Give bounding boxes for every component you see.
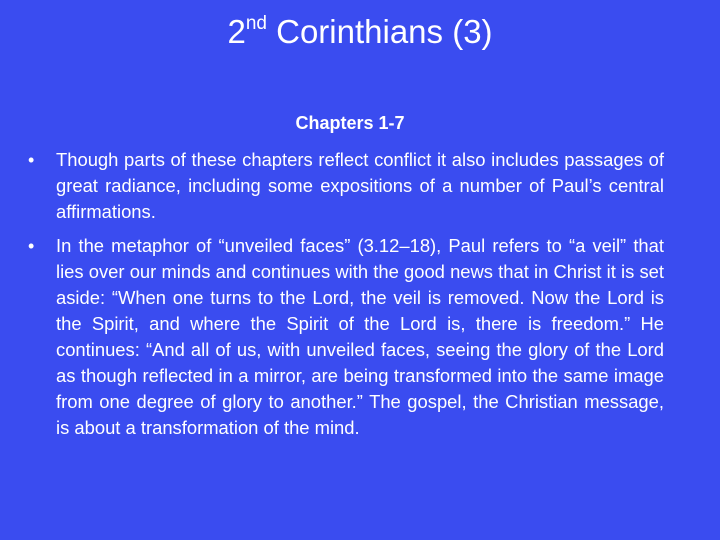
bullet-list	[28, 147, 664, 449]
bullet-dot-icon: •	[28, 236, 35, 256]
slide-subtitle: Chapters 1-7	[295, 113, 405, 133]
title-number: 2	[227, 13, 246, 50]
slide-title	[0, 10, 720, 54]
bullet-text: Though parts of these chapters reflect conflict it also includes passages of great radiance, including some expositions of a number of Paul’s central affirmations.	[56, 149, 664, 222]
bullet-item	[28, 147, 664, 225]
bullet-dot-icon: •	[28, 150, 35, 170]
bullet-text: In the metaphor of “unveiled faces” (3.12–18), Paul refers to “a veil” that lies over our minds and continues with the good news that in Christ it is set aside: “When one turns to the Lord, the veil is removed. Now the Lord is the Spirit, and where the Spirit of the Lord is, there is freedom.” He continues: “And all of us, with unveiled faces, seeing the glory of the Lord as though reflected in a mirror, are being transformed into the same image from one degree of glory to another.” The gospel, the Christian message, is about a transformation of the mind.	[56, 235, 664, 438]
title-ordinal-suffix: nd	[245, 13, 267, 34]
bullet-item	[28, 233, 664, 441]
title-text: Corinthians (3)	[266, 13, 493, 50]
